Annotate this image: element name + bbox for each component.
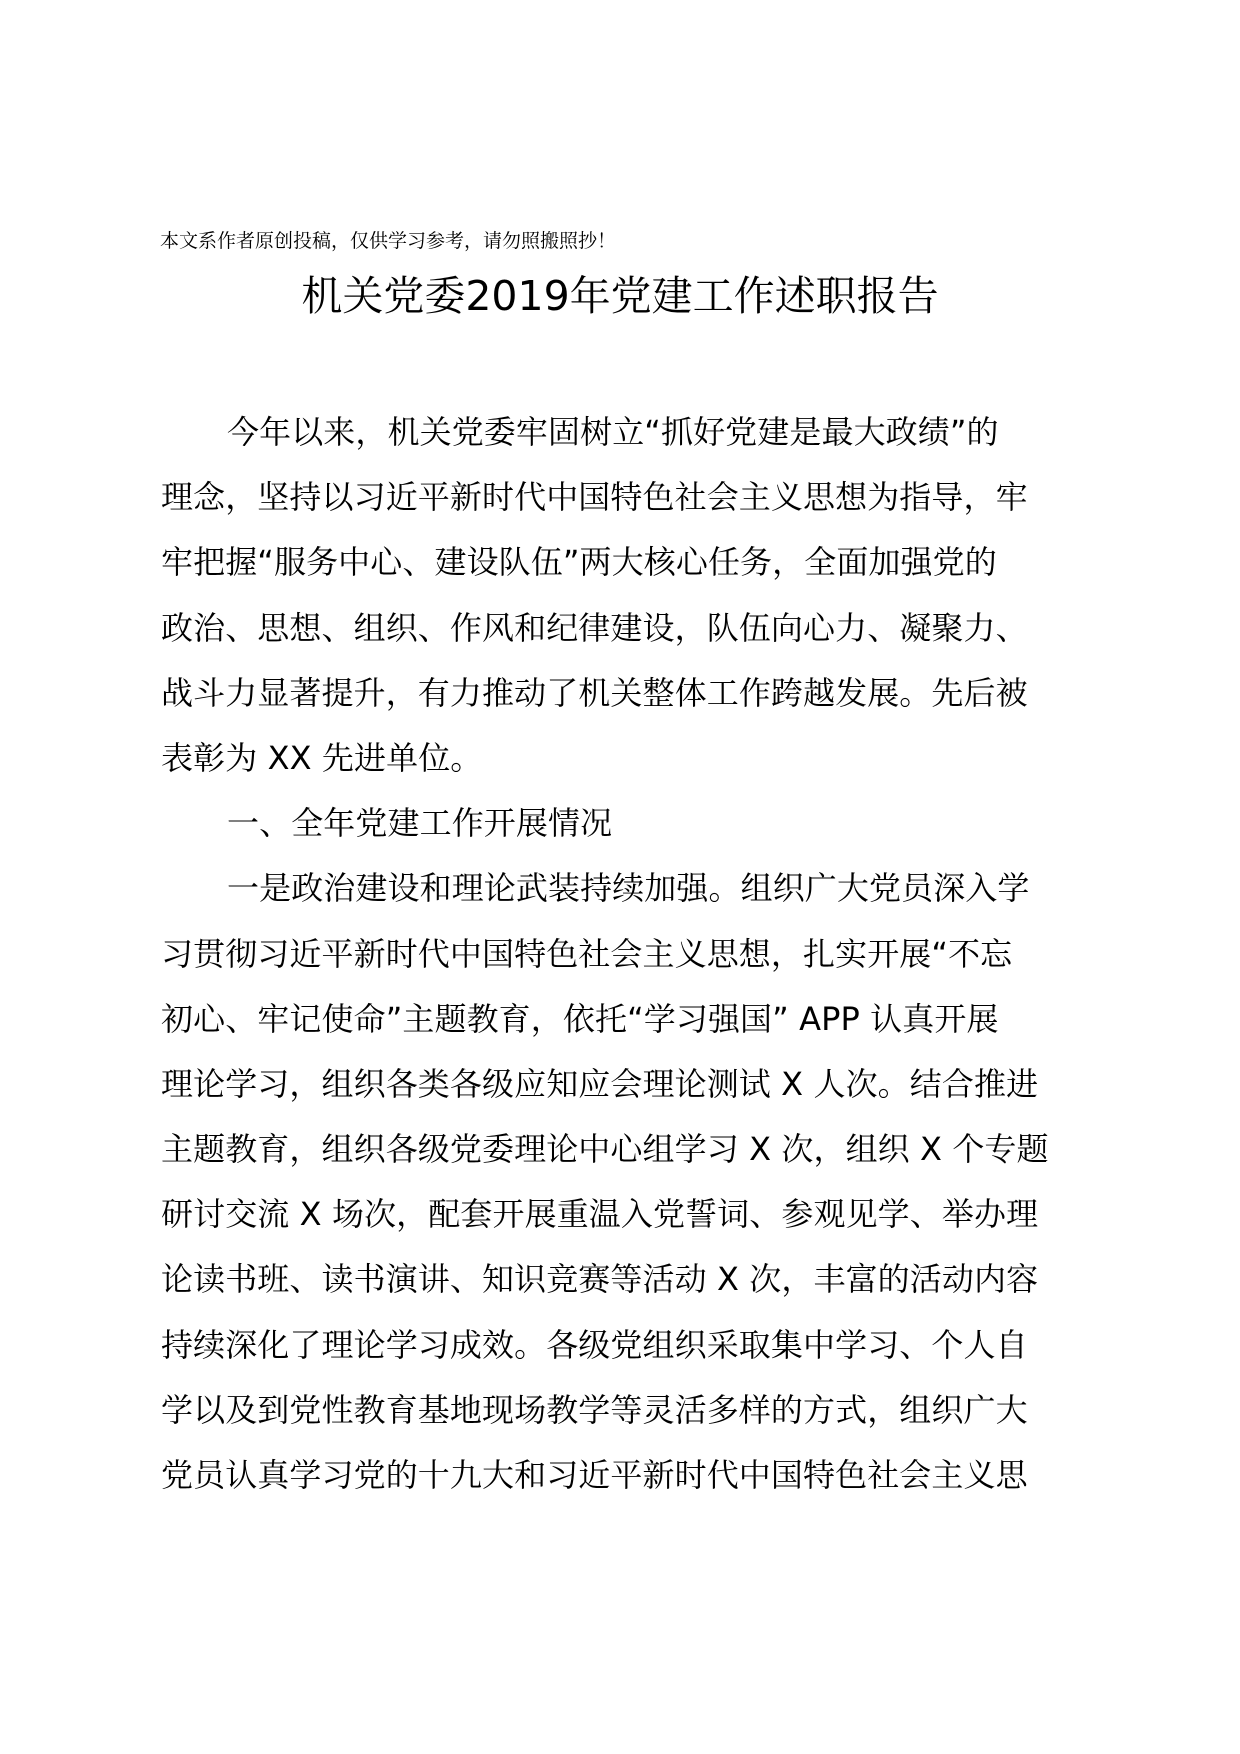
paragraph-line: 党员认真学习党的十九大和习近平新时代中国特色社会主义思: [161, 1456, 1028, 1494]
document-title: 机关党委2019年党建工作述职报告: [301, 272, 939, 320]
paragraph-line: 持续深化了理论学习成效。各级党组织采取集中学习、个人自: [161, 1325, 1028, 1364]
paragraph-line: 习贯彻习近平新时代中国特色社会主义思想，扎实开展“不忘: [161, 934, 1013, 973]
paragraph-line: 主题教育，组织各级党委理论中心组学习 X 次，组织 X 个专题: [161, 1130, 1049, 1169]
paragraph-line: 表彰为 XX 先进单位。: [161, 738, 483, 777]
paragraph-line: 一是政治建设和理论武装持续加强。组织广大党员深入学: [227, 869, 1030, 908]
paragraph-line: 理论学习，组织各类各级应知应会理论测试 X 人次。结合推进: [161, 1064, 1039, 1103]
paragraph-line: 政治、思想、组织、作风和纪律建设，队伍向心力、凝聚力、: [161, 608, 1028, 647]
section-heading: 一、全年党建工作开展情况: [227, 804, 613, 843]
paragraph-line: 研讨交流 X 场次，配套开展重温入党誓词、参观见学、举办理: [161, 1195, 1039, 1234]
paragraph-line: 初心、牢记使命”主题教育，依托“学习强国” APP 认真开展: [161, 999, 999, 1038]
paragraph-line: 理念，坚持以习近平新时代中国特色社会主义思想为指导，牢: [161, 478, 1028, 517]
copyright-notice: 本文系作者原创投稿，仅供学习参考，请勿照搬照抄！: [160, 230, 617, 252]
paragraph-line: 学以及到党性教育基地现场教学等灵活多样的方式，组织广大: [161, 1390, 1028, 1429]
paragraph-line: 今年以来，机关党委牢固树立“抓好党建是最大政绩”的: [227, 413, 999, 451]
document-body: [161, 400, 1091, 1508]
paragraph-line: 论读书班、读书演讲、知识竞赛等活动 X 次，丰富的活动内容: [161, 1260, 1039, 1299]
paragraph-line: 战斗力显著提升，有力推动了机关整体工作跨越发展。先后被: [161, 673, 1028, 712]
paragraph-line: 牢把握“服务中心、建设队伍”两大核心任务，全面加强党的: [161, 543, 997, 582]
